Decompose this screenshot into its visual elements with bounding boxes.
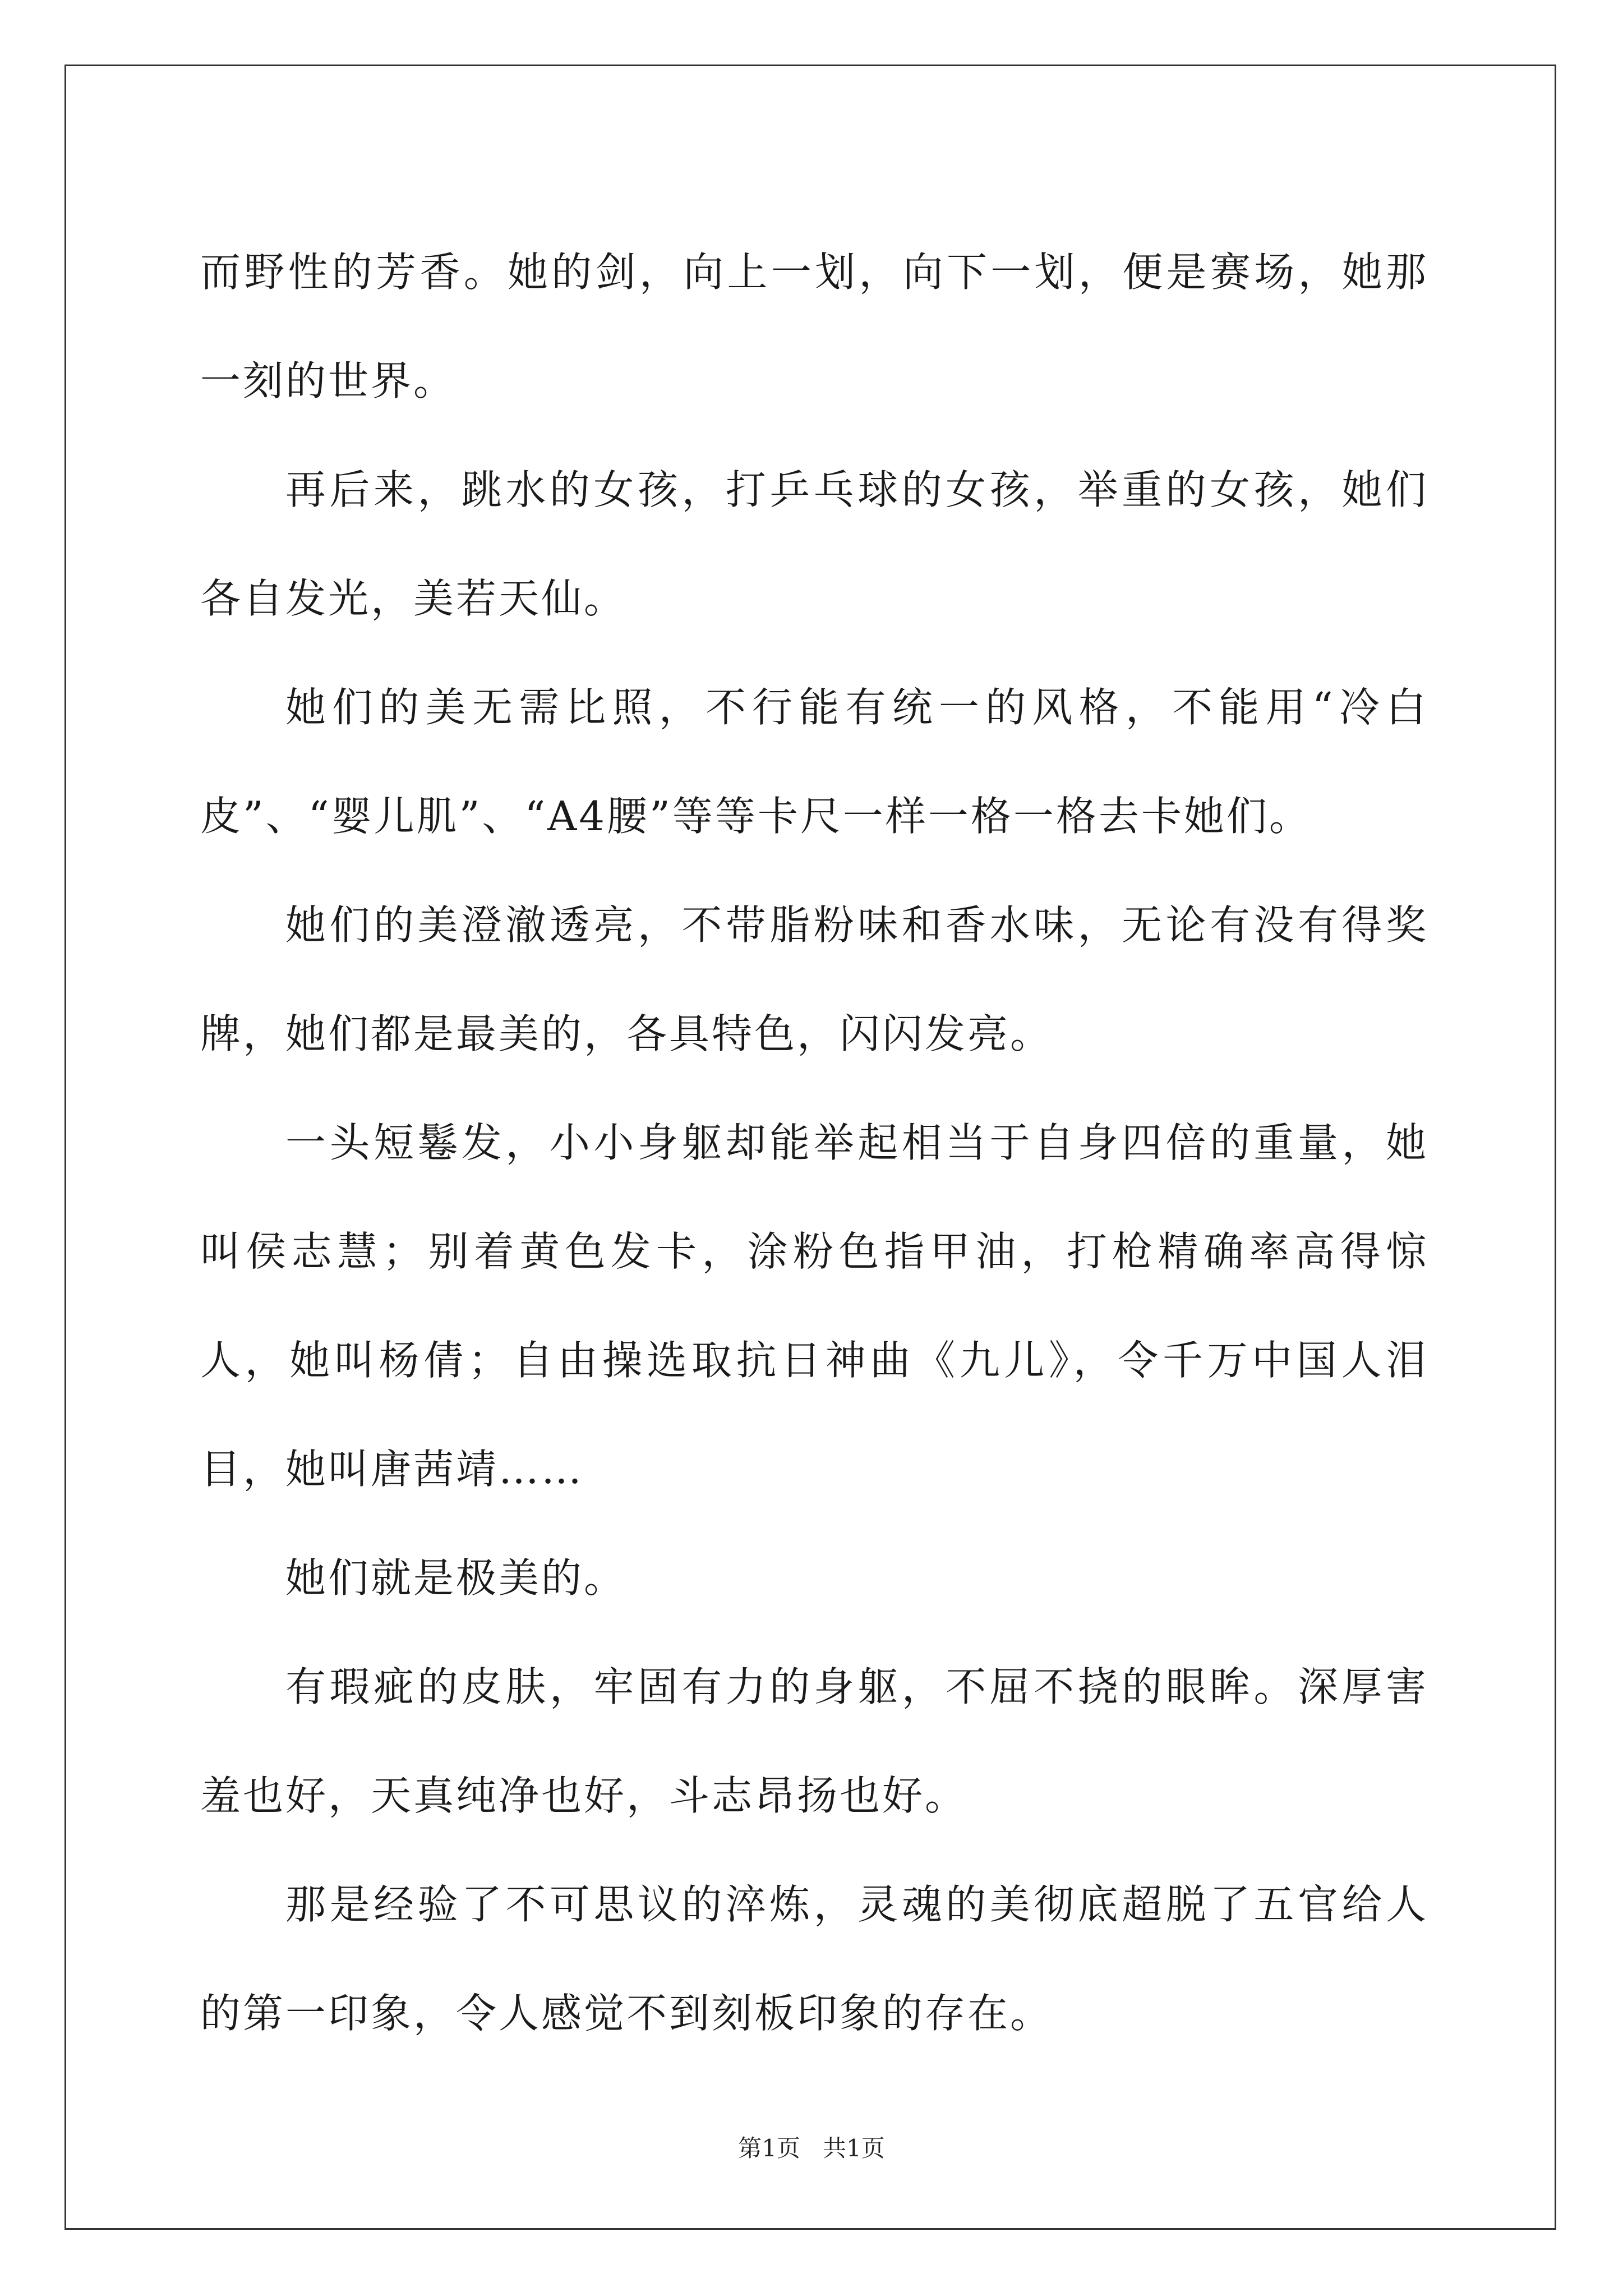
page-footer bbox=[0, 2132, 1623, 2165]
paragraph-6: 她们就是极美的。 bbox=[285, 1554, 627, 1602]
paragraph-7: 有瑕疵的皮肤，牢固有力的身躯，不屈不挠的眼眸。深厚害羞也好，天真纯净也好，斗志昂扬也好。 bbox=[200, 1663, 1428, 1819]
paragraph-8: 那是经验了不可思议的淬炼，灵魂的美彻底超脱了五官给人的第一印象，令人感觉不到刻板印象的存在。 bbox=[200, 1881, 1428, 2037]
paragraph-5: 一头短鬈发，小小身躯却能举起相当于自身四倍的重量，她叫侯志慧；别着黄色发卡，涂粉色指甲油，打枪精确率高得惊人，她叫杨倩；自由操选取抗日神曲《九儿》，令千万中国人泪目，她叫唐茜靖…… bbox=[200, 1119, 1428, 1493]
paragraph-2: 再后来，跳水的女孩，打乒乓球的女孩，举重的女孩，她们各自发光，美若天仙。 bbox=[200, 466, 1428, 622]
document-body bbox=[200, 218, 1428, 2068]
page-number: 第1页 bbox=[738, 2134, 800, 2162]
paragraph-1: 而野性的芳香。她的剑，向上一划，向下一划，便是赛场，她那一刻的世界。 bbox=[200, 249, 1428, 404]
paragraph-3: 她们的美无需比照，不行能有统一的风格，不能用“冷白皮”、“婴儿肌”、“A4腰”等等卡尺一样一格一格去卡她们。 bbox=[200, 684, 1428, 840]
paragraph-4: 她们的美澄澈透亮，不带脂粉味和香水味，无论有没有得奖牌，她们都是最美的，各具特色，闪闪发亮。 bbox=[200, 901, 1428, 1057]
page-total: 共1页 bbox=[823, 2134, 885, 2162]
